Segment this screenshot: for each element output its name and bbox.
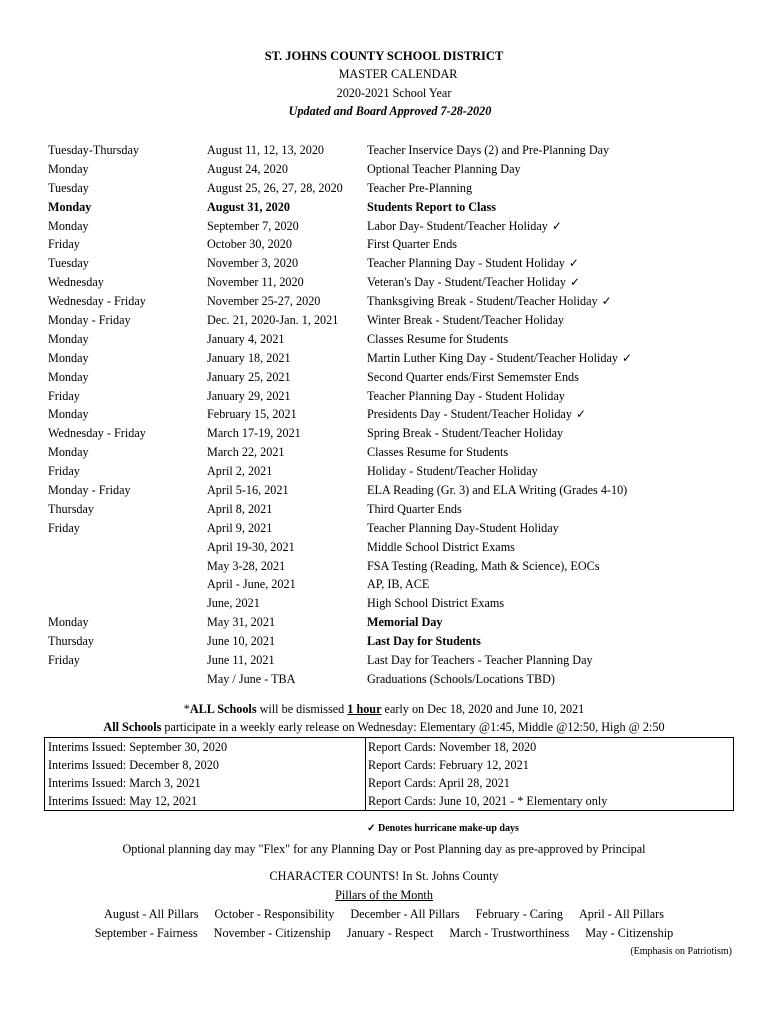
dismissal-end: early on Dec 18, 2020 and June 10, 2021 <box>381 702 585 716</box>
dismissal-mid: will be dismissed <box>256 702 348 716</box>
row-date: May 3-28, 2021 <box>207 558 286 573</box>
approval-note: Updated and Board Approved 7-28-2020 <box>288 104 492 118</box>
row-event <box>367 405 586 424</box>
row-event-text: Labor Day- Student/Teacher Holiday <box>367 218 548 233</box>
row-event-text: Second Quarter ends/First Sememster Ends <box>367 369 579 384</box>
row-event <box>367 462 538 481</box>
report-card-cell: Report Cards: February 12, 2021 <box>368 758 529 772</box>
checkmark-icon: ✓ <box>551 218 563 233</box>
pillar-item: November - Citizenship <box>213 926 331 940</box>
hurricane-legend: ✓ Denotes hurricane make-up days <box>367 823 519 834</box>
pillar-item: August - All Pillars <box>104 907 199 921</box>
row-event <box>367 198 496 217</box>
row-event <box>367 670 555 689</box>
patriotism-note: (Emphasis on Patriotism) <box>630 946 732 957</box>
row-date: May 31, 2021 <box>207 615 276 630</box>
row-day: Friday <box>48 237 80 252</box>
row-event-text: Last Day for Students <box>367 634 481 649</box>
calendar-row <box>0 273 768 292</box>
row-day: Monday <box>48 331 89 346</box>
row-event <box>367 387 565 406</box>
pillar-item: April - All Pillars <box>578 907 664 921</box>
row-event <box>367 557 600 576</box>
calendar-row <box>0 368 768 387</box>
calendar-row <box>0 424 768 443</box>
pillar-item: December - All Pillars <box>350 907 460 921</box>
row-day: Monday <box>48 407 89 422</box>
row-day: Monday - Friday <box>48 313 131 328</box>
row-event <box>367 575 429 594</box>
checkmark-icon: ✓ <box>575 407 587 422</box>
row-date: April 2, 2021 <box>207 464 273 479</box>
row-event-text: Teacher Planning Day - Student Holiday <box>367 388 565 403</box>
row-event-text: Presidents Day - Student/Teacher Holiday <box>367 407 572 422</box>
row-event-text: Last Day for Teachers - Teacher Planning Day <box>367 653 593 668</box>
row-event-text: Third Quarter Ends <box>367 501 462 516</box>
row-event-text: Teacher Planning Day - Student Holiday <box>367 256 565 271</box>
row-date: April 8, 2021 <box>207 501 273 516</box>
row-event <box>367 235 457 254</box>
document-title: ST. JOHNS COUNTY SCHOOL DISTRICT <box>264 49 504 63</box>
row-event <box>367 217 562 236</box>
row-date: September 7, 2020 <box>207 218 299 233</box>
row-date: June 10, 2021 <box>207 634 276 649</box>
interims-report-cards-table <box>44 737 734 811</box>
report-card-cell: Report Cards: June 10, 2021 - * Elementary only <box>368 794 608 808</box>
row-event-text: Teacher Planning Day-Student Holiday <box>367 520 559 535</box>
calendar-row <box>0 235 768 254</box>
calendar-row <box>0 500 768 519</box>
row-date: October 30, 2020 <box>207 237 292 252</box>
row-day: Friday <box>48 520 80 535</box>
row-event-text: Martin Luther King Day - Student/Teacher Holiday <box>367 350 618 365</box>
row-event-text: Veteran's Day - Student/Teacher Holiday <box>367 275 566 290</box>
checkmark-icon: ✓ <box>601 294 612 309</box>
row-event <box>367 254 579 273</box>
row-date: April 19-30, 2021 <box>207 539 295 554</box>
calendar-row <box>0 557 768 576</box>
row-date: April - June, 2021 <box>207 577 296 592</box>
calendar-row <box>0 443 768 462</box>
row-event <box>367 273 580 292</box>
row-event <box>367 160 521 179</box>
checkmark-icon: ✓ <box>621 350 633 365</box>
calendar-row <box>0 292 768 311</box>
interim-cell: Interims Issued: March 3, 2021 <box>48 776 201 790</box>
interims-column <box>45 738 366 810</box>
report-card-cell: Report Cards: November 18, 2020 <box>368 740 537 754</box>
calendar-row <box>0 160 768 179</box>
pillar-item: October - Responsibility <box>214 907 335 921</box>
row-day: Monday <box>48 218 89 233</box>
row-date: Dec. 21, 2020-Jan. 1, 2021 <box>207 313 339 328</box>
row-event <box>367 292 612 311</box>
row-day: Tuesday <box>48 256 89 271</box>
report-card-cell: Report Cards: April 28, 2021 <box>368 776 510 790</box>
row-day: Monday <box>48 161 89 176</box>
dismissal-prefix: * <box>183 702 190 716</box>
interim-cell: Interims Issued: December 8, 2020 <box>48 758 219 772</box>
row-day: Monday <box>48 615 89 630</box>
row-event-text: Teacher Inservice Days (2) and Pre-Planning Day <box>367 143 610 157</box>
row-day: Thursday <box>48 501 95 516</box>
row-event-text: Students Report to Class <box>367 199 496 214</box>
row-event-text: Classes Resume for Students <box>367 445 509 460</box>
row-event <box>367 500 462 519</box>
row-date: March 22, 2021 <box>207 445 285 460</box>
calendar-row <box>0 670 768 689</box>
row-day: Friday <box>48 388 80 403</box>
row-date: August 11, 12, 13, 2020 <box>207 143 325 157</box>
report-cards-column <box>365 738 733 810</box>
row-day: Thursday <box>48 634 95 649</box>
row-day: Wednesday - Friday <box>48 426 146 441</box>
row-event <box>367 330 508 349</box>
row-event-text: ELA Reading (Gr. 3) and ELA Writing (Grades 4-10) <box>367 483 628 498</box>
row-event-text: Holiday - Student/Teacher Holiday <box>367 464 538 479</box>
calendar-row <box>0 538 768 557</box>
calendar-row <box>0 651 768 670</box>
school-year: 2020-2021 School Year <box>336 86 452 100</box>
row-event-text: Spring Break - Student/Teacher Holiday <box>367 426 564 441</box>
flex-note: Optional planning day may "Flex" for any Planning Day or Post Planning day as pre-approved by Principal <box>122 842 646 856</box>
row-day: Tuesday <box>48 180 89 195</box>
row-event <box>367 141 609 160</box>
dismissal-hour: 1 hour <box>347 702 382 716</box>
calendar-row <box>0 254 768 273</box>
row-event <box>367 349 632 368</box>
row-date: November 11, 2020 <box>207 275 304 290</box>
dismissal-note <box>0 701 768 718</box>
calendar-row <box>0 330 768 349</box>
row-date: August 25, 26, 27, 28, 2020 <box>207 180 343 195</box>
row-event-text: Thanksgiving Break - Student/Teacher Holiday <box>367 294 598 309</box>
row-event <box>367 613 442 632</box>
row-event-text: Winter Break - Student/Teacher Holiday <box>367 313 564 328</box>
weekly-release-note <box>0 719 768 736</box>
row-event <box>367 632 481 651</box>
row-date: August 31, 2020 <box>207 199 290 214</box>
calendar-row <box>0 462 768 481</box>
row-date: November 25-27, 2020 <box>207 294 321 309</box>
row-day: Monday <box>48 369 89 384</box>
row-event-text: Memorial Day <box>367 615 443 630</box>
row-event <box>367 443 508 462</box>
row-date: January 29, 2021 <box>207 388 291 403</box>
calendar-row <box>0 481 768 500</box>
document-subtitle: MASTER CALENDAR <box>338 67 458 81</box>
calendar-row <box>0 311 768 330</box>
calendar-row <box>0 141 768 160</box>
row-day: Monday <box>48 199 92 214</box>
row-day: Monday <box>48 445 89 460</box>
row-date: January 25, 2021 <box>207 369 291 384</box>
calendar-row <box>0 632 768 651</box>
interim-cell: Interims Issued: September 30, 2020 <box>48 740 228 754</box>
row-day: Wednesday <box>48 275 104 290</box>
row-date: August 24, 2020 <box>207 161 288 176</box>
calendar-row <box>0 217 768 236</box>
checkmark-icon: ✓ <box>568 256 580 271</box>
calendar-row <box>0 613 768 632</box>
row-event-text: High School District Exams <box>367 596 505 611</box>
row-date: June 11, 2021 <box>207 653 275 668</box>
row-event <box>367 594 504 613</box>
row-event <box>367 368 579 387</box>
row-event <box>367 311 564 330</box>
pillar-item: September - Fairness <box>94 926 198 940</box>
row-event-text: First Quarter Ends <box>367 237 458 252</box>
pillars-row-2 <box>0 924 768 943</box>
row-day: Monday <box>48 350 89 365</box>
row-date: February 15, 2021 <box>207 407 297 422</box>
row-day: Tuesday-Thursday <box>48 143 139 157</box>
row-date: April 9, 2021 <box>207 520 273 535</box>
calendar-row <box>0 198 768 217</box>
pillar-item: March - Trustworthiness <box>449 926 570 940</box>
row-event <box>367 519 559 538</box>
weekly-all-schools: All Schools <box>103 720 162 734</box>
row-date: April 5-16, 2021 <box>207 483 289 498</box>
calendar-table <box>0 141 768 689</box>
calendar-row <box>0 575 768 594</box>
row-date: November 3, 2020 <box>207 256 299 271</box>
row-date: January 18, 2021 <box>207 350 291 365</box>
pillars-title: Pillars of the Month <box>335 888 433 902</box>
row-day: Friday <box>48 464 80 479</box>
calendar-row <box>0 405 768 424</box>
row-event <box>367 424 563 443</box>
pillars-row-1 <box>0 905 768 924</box>
row-event-text: FSA Testing (Reading, Math & Science), EOCs <box>367 558 600 573</box>
row-event <box>367 538 515 557</box>
row-day: Monday - Friday <box>48 483 131 498</box>
row-date: June, 2021 <box>207 596 260 611</box>
row-event-text: Graduations (Schools/Locations TBD) <box>367 671 555 686</box>
pillar-item: February - Caring <box>475 907 563 921</box>
calendar-row <box>0 387 768 406</box>
row-event-text: Middle School District Exams <box>367 539 515 554</box>
row-date: March 17-19, 2021 <box>207 426 301 441</box>
weekly-rest: participate in a weekly early release on Wednesday: Elementary @1:45, Middle @12:50, High @ 2:50 <box>161 720 665 734</box>
calendar-row <box>0 179 768 198</box>
row-day: Wednesday - Friday <box>48 294 146 309</box>
row-event-text: Teacher Pre-Planning <box>367 180 473 195</box>
row-event-text: AP, IB, ACE <box>367 577 430 592</box>
calendar-row <box>0 519 768 538</box>
pillar-item: January - Respect <box>346 926 434 940</box>
row-day: Friday <box>48 653 80 668</box>
calendar-row <box>0 594 768 613</box>
interim-cell: Interims Issued: May 12, 2021 <box>48 794 198 808</box>
row-date: May / June - TBA <box>207 671 296 686</box>
row-event <box>367 179 472 198</box>
calendar-row <box>0 349 768 368</box>
pillar-item: May - Citizenship <box>585 926 674 940</box>
row-event-text: Optional Teacher Planning Day <box>367 161 521 176</box>
row-event <box>367 651 593 670</box>
row-event-text: Classes Resume for Students <box>367 331 509 346</box>
checkmark-icon: ✓ <box>569 275 581 290</box>
row-date: January 4, 2021 <box>207 331 285 346</box>
row-event <box>367 481 627 500</box>
dismissal-all-schools: ALL Schools <box>189 702 257 716</box>
character-counts-heading: CHARACTER COUNTS! In St. Johns County <box>269 869 499 883</box>
